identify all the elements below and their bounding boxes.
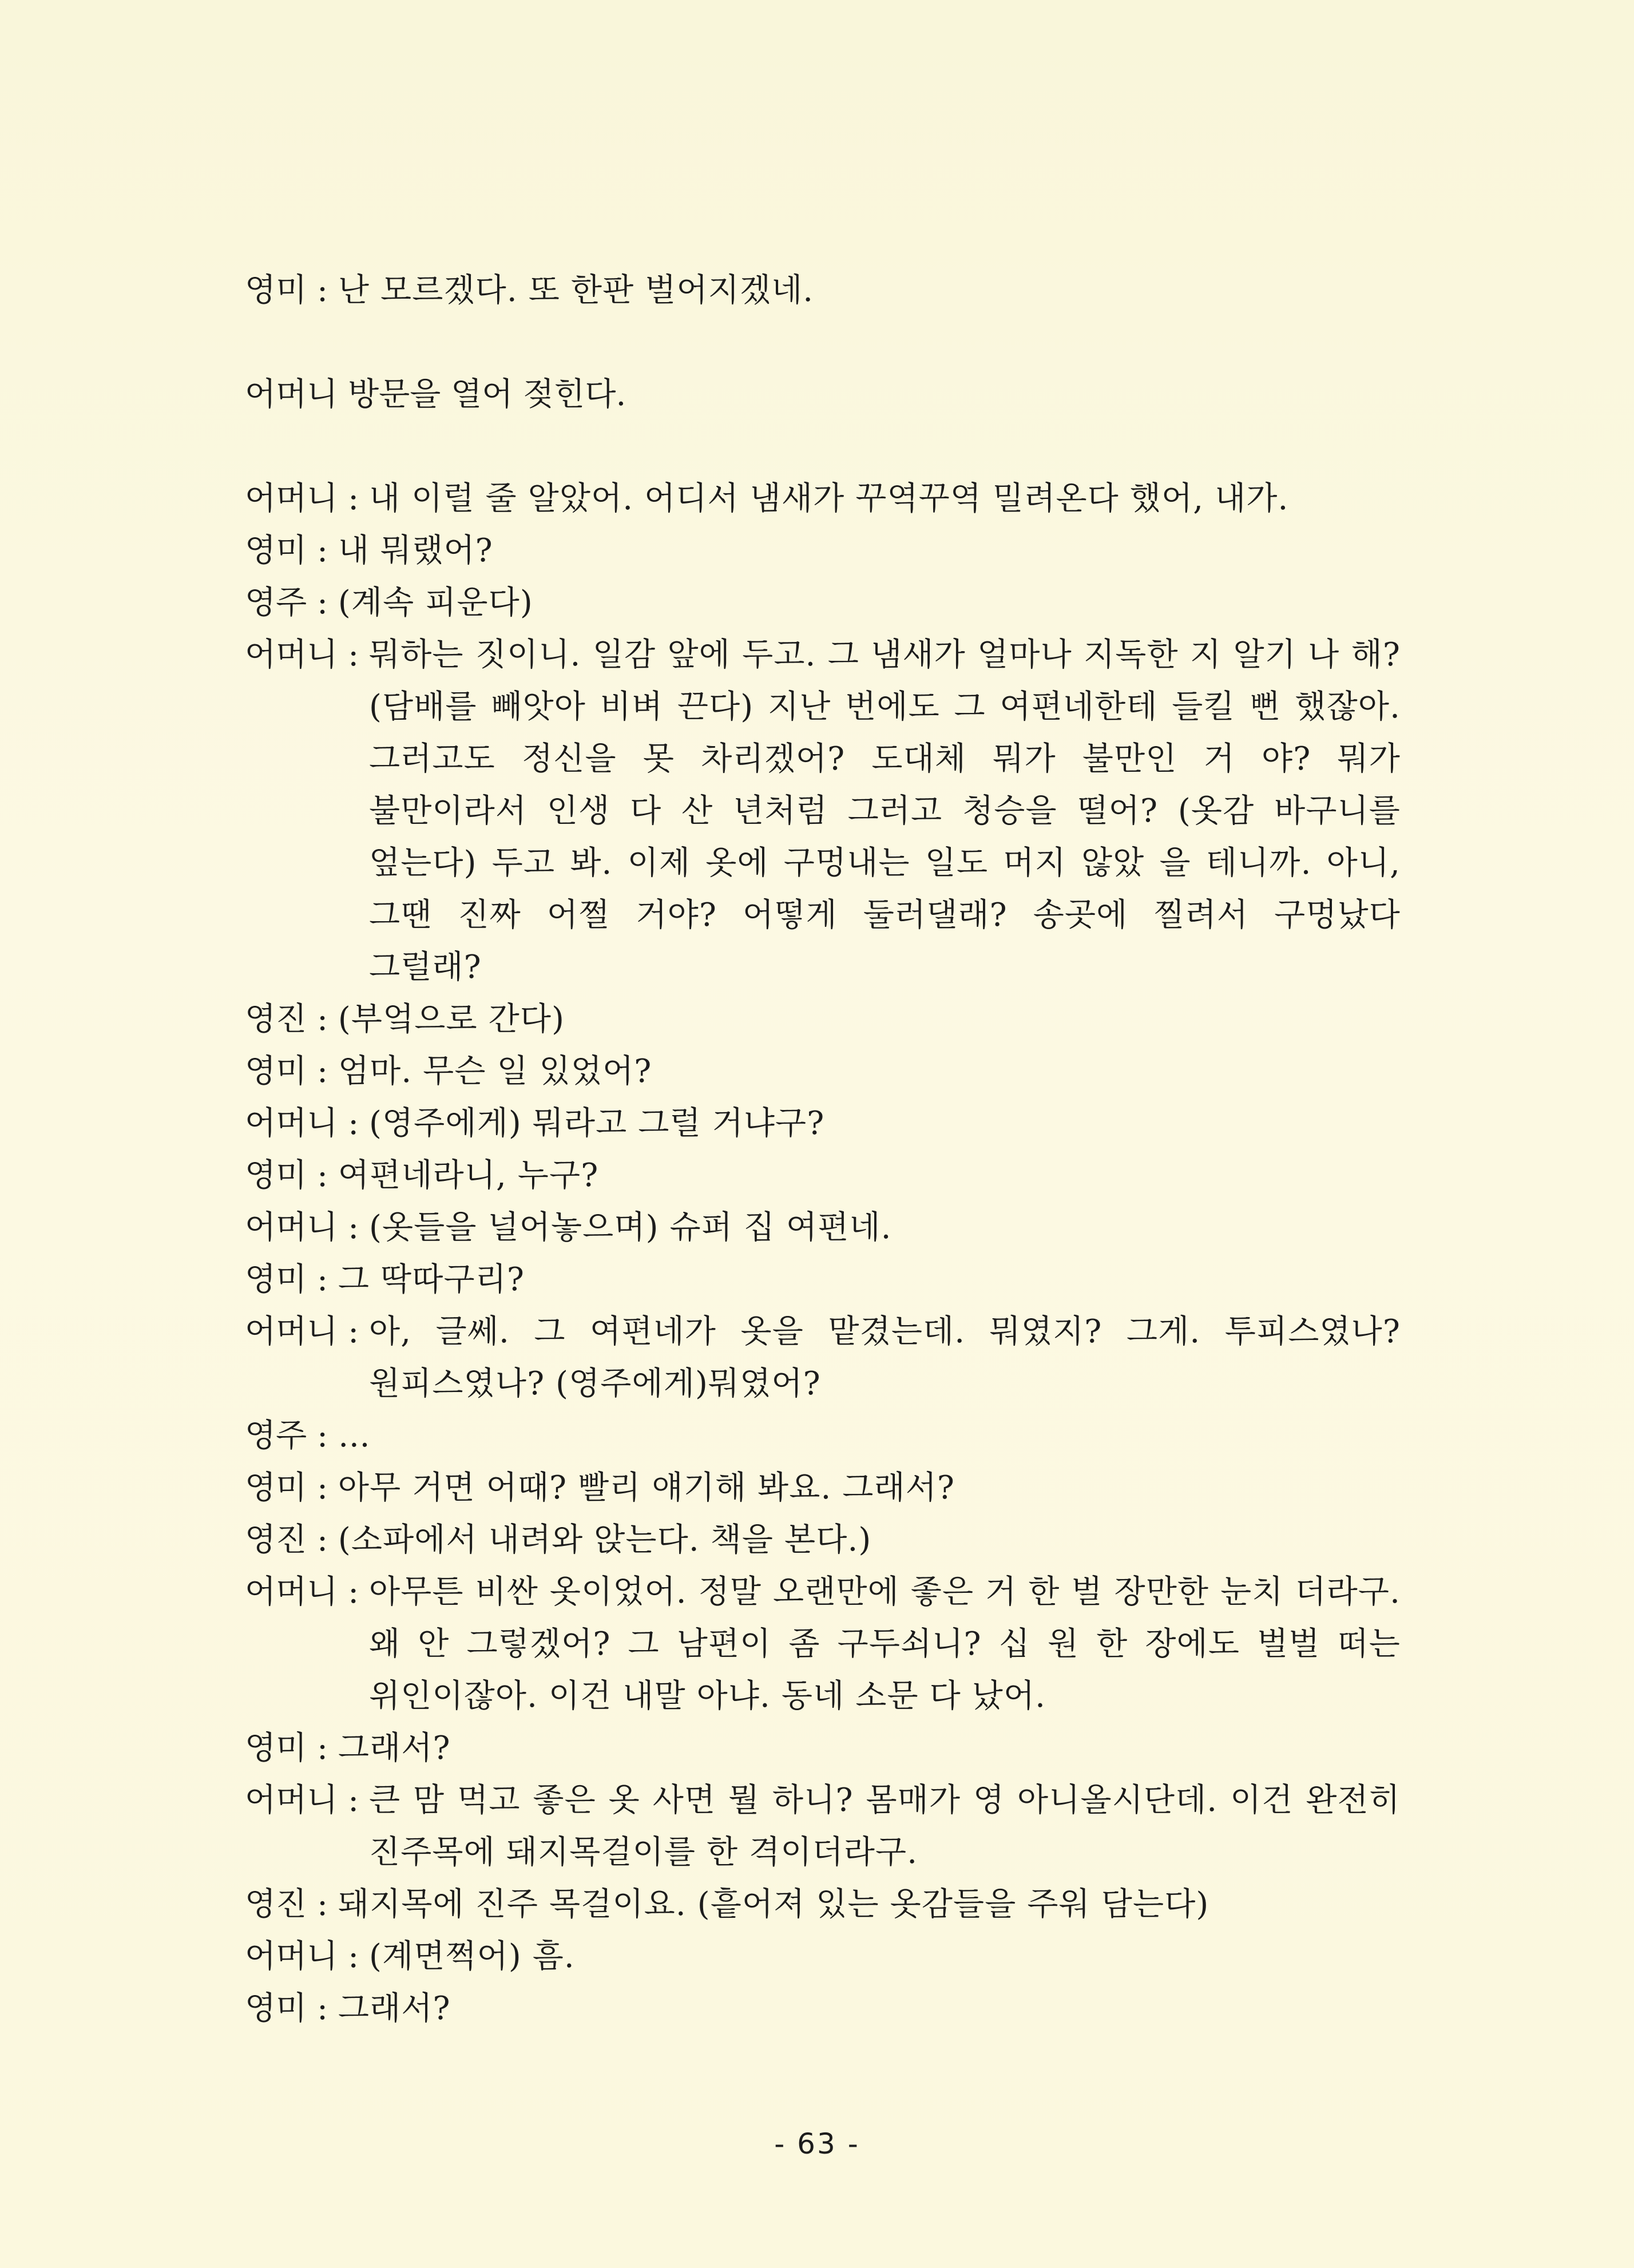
dialog-line <box>245 577 1401 629</box>
dialog-line <box>245 1045 1401 1097</box>
dialog-line <box>245 1410 1401 1462</box>
separator: : <box>317 532 328 569</box>
dialog-line <box>245 1878 1401 1930</box>
dialog-text: 내 이럴 줄 알았어. 어디서 냄새가 꾸역꾸역 밀려온다 했어, 내가. <box>368 480 1289 517</box>
speaker-name: 어머니 <box>245 636 338 673</box>
dialog-text: 돼지목에 진주 목걸이요. (흩어져 있는 옷감들을 주워 담는다) <box>338 1886 1209 1923</box>
dialog-line <box>245 1774 1401 1878</box>
dialog-text: 아무 거면 어때? 빨리 얘기해 봐요. 그래서? <box>338 1469 955 1506</box>
dialog-text: (계속 피운다) <box>338 584 533 621</box>
speaker-name: 영미 <box>245 272 307 309</box>
dialog-line <box>245 1982 1401 2035</box>
dialog-text: 아, 글쎄. 그 여편네가 옷을 맡겼는데. 뭐였지? 그게. 투피스였나? 원피스였나? (영주에게)뭐였어? <box>368 1313 1401 1402</box>
dialog-text: (소파에서 내려와 앉는다. 책을 본다.) <box>338 1521 872 1559</box>
dialog-line <box>245 473 1401 525</box>
dialog-text: (계면쩍어) 흠. <box>368 1938 575 1975</box>
separator: : <box>348 1573 359 1611</box>
dialog-text: 그 딱따구리? <box>338 1261 525 1298</box>
dialog-line <box>245 629 1401 993</box>
separator: : <box>317 1001 328 1038</box>
separator: : <box>317 584 328 621</box>
dialog-text: (부엌으로 간다) <box>338 1001 565 1038</box>
separator: : <box>317 1990 328 2027</box>
dialog-text: (옷들을 널어놓으며) 슈퍼 집 여편네. <box>368 1209 892 1246</box>
speaker-name: 영미 <box>245 1053 307 1090</box>
dialog-text: (영주에게) 뭐라고 그럴 거냐구? <box>368 1105 825 1142</box>
separator: : <box>317 1157 328 1194</box>
separator: : <box>317 1521 328 1559</box>
speaker-name: 영진 <box>245 1001 307 1038</box>
speaker-name: 영미 <box>245 1990 307 2027</box>
separator: : <box>317 1886 328 1923</box>
separator: : <box>317 1053 328 1090</box>
separator: : <box>348 1938 359 1975</box>
dialog-line <box>245 1566 1401 1722</box>
dialog-text: 그래서? <box>338 1730 451 1767</box>
speaker-name: 어머니 <box>245 1782 338 1819</box>
dialog-text: 엄마. 무슨 일 있었어? <box>338 1053 652 1090</box>
page-number: - 63 - <box>774 2127 860 2160</box>
speaker-name: 영주 <box>245 584 307 621</box>
stage-direction <box>245 368 1401 421</box>
separator: : <box>317 1417 328 1454</box>
dialog-line <box>245 1930 1401 1982</box>
speaker-name: 영미 <box>245 1469 307 1506</box>
separator: : <box>317 272 328 309</box>
dialog-text: 뭐하는 짓이니. 일감 앞에 두고. 그 냄새가 얼마나 지독한 지 알기 나 해? (담배를 빼앗아 비벼 끈다) 지난 번에도 그 여편네한테 들킬 뻔 했잖아. 그러고도 정신을 못 차리겠어? 도대체 뭐가 불만인 거 야? 뭐가 불만이라서 인생 다 산 년처럼 그러고 청승을 떨어? (옷감 바구니를 엎는다) 두고 봐. 이제 옷에 구멍내는 일도 머지 않았 을 테니까. 아니, 그땐 진짜 어쩔 거야? 어떻게 둘러댈래? 송곳에 찔려서 구멍났다 그럴래? <box>368 636 1401 986</box>
dialog-line <box>245 1722 1401 1774</box>
speaker-name: 영미 <box>245 532 307 569</box>
speaker-name: 영미 <box>245 1730 307 1767</box>
dialog-text: 여편네라니, 누구? <box>338 1157 599 1194</box>
speaker-name: 영미 <box>245 1261 307 1298</box>
dialog-line <box>245 1149 1401 1202</box>
separator: : <box>348 1209 359 1246</box>
separator: : <box>317 1469 328 1506</box>
separator: : <box>348 480 359 517</box>
dialog-text: 그래서? <box>338 1990 451 2027</box>
script-body <box>245 264 1401 2035</box>
dialog-line <box>245 993 1401 1045</box>
dialog-line <box>245 1254 1401 1306</box>
dialog-text: 큰 맘 먹고 좋은 옷 사면 뭘 하니? 몸매가 영 아니올시단데. 이건 완전히 진주목에 돼지목걸이를 한 격이더라구. <box>368 1782 1401 1871</box>
dialog-line <box>245 1514 1401 1566</box>
speaker-name: 어머니 <box>245 1573 338 1611</box>
dialog-line <box>245 525 1401 577</box>
speaker-name: 영미 <box>245 1157 307 1194</box>
dialog-line <box>245 1306 1401 1410</box>
separator: : <box>348 1782 359 1819</box>
speaker-name: 어머니 <box>245 1938 338 1975</box>
dialog-line <box>245 1202 1401 1254</box>
dialog-line <box>245 1462 1401 1514</box>
separator: : <box>317 1261 328 1298</box>
speaker-name: 어머니 <box>245 480 338 517</box>
separator: : <box>348 636 359 673</box>
speaker-name: 어머니 <box>245 1209 338 1246</box>
dialog-text: 내 뭐랬어? <box>338 532 493 569</box>
speaker-name: 영주 <box>245 1417 307 1454</box>
separator: : <box>348 1313 359 1350</box>
speaker-name: 어머니 <box>245 1105 338 1142</box>
separator: : <box>348 1105 359 1142</box>
dialog-line <box>245 264 1401 316</box>
dialog-text: 난 모르겠다. 또 한판 벌어지겠네. <box>338 272 814 309</box>
dialog-text: 아무튼 비싼 옷이었어. 정말 오랜만에 좋은 거 한 벌 장만한 눈치 더라구. 왜 안 그렇겠어? 그 남편이 좀 구두쇠니? 십 원 한 장에도 벌벌 떠는 위인이잖아. 이건 내말 아냐. 동네 소문 다 났어. <box>368 1573 1401 1715</box>
dialog-text: … <box>338 1417 371 1454</box>
dialog-line <box>245 1097 1401 1149</box>
stage-direction-text: 어머니 방문을 열어 젖힌다. <box>245 376 626 413</box>
separator: : <box>317 1730 328 1767</box>
speaker-name: 영진 <box>245 1886 307 1923</box>
speaker-name: 영진 <box>245 1521 307 1559</box>
speaker-name: 어머니 <box>245 1313 338 1350</box>
